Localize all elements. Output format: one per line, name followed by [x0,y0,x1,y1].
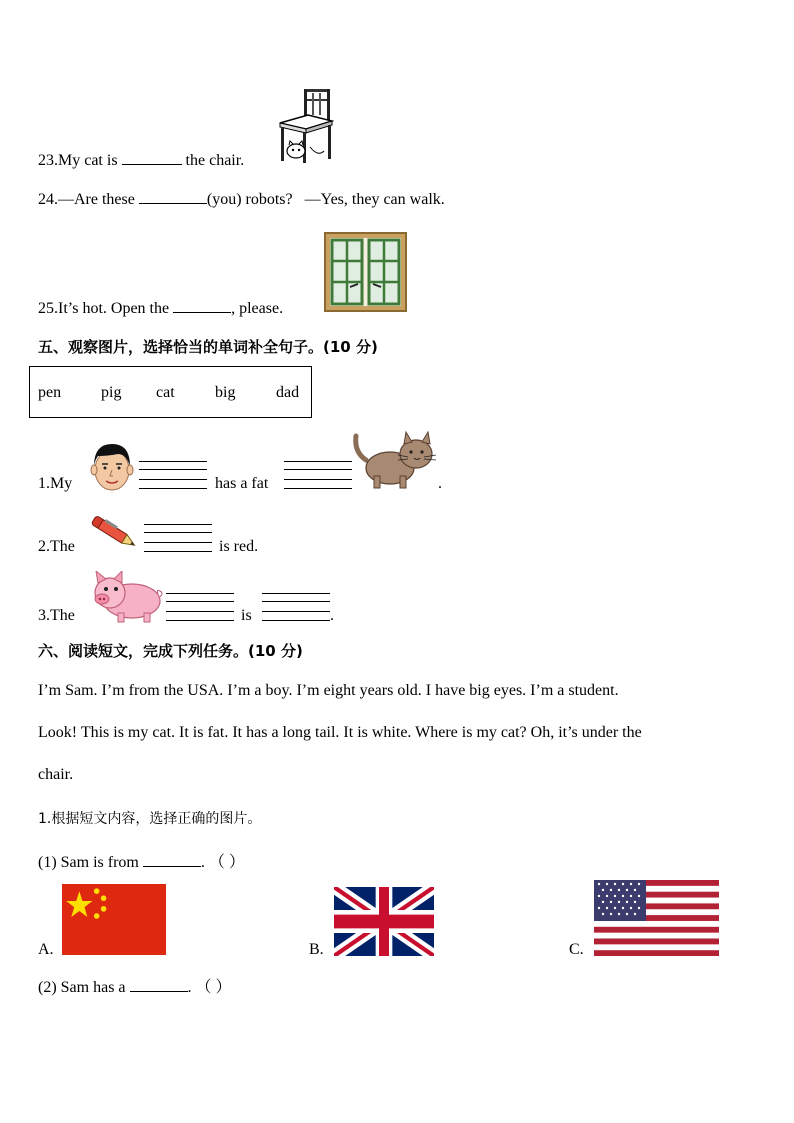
option-b-label: B. [309,941,324,958]
pig-image [90,571,164,625]
question-24 [38,191,445,209]
q2-prefix: (2) Sam has a [38,979,130,996]
answer-blank[interactable] [130,991,188,992]
uk-flag-image[interactable] [334,887,434,956]
china-flag-image[interactable] [62,884,166,955]
sentence-1-label: 1.My [38,475,73,492]
answer-blank[interactable] [173,312,231,313]
cat-image [352,430,438,492]
q24-hint: (you) robots? [206,191,293,208]
question-25 [38,300,283,318]
word-bank-item: cat [156,384,175,401]
question-2 [38,974,232,997]
word-bank-item: big [215,384,236,401]
section-6-title: 六、阅读短文，完成下列任务。(10 分) [38,642,303,660]
sentence-3-label: 3.The [38,607,75,624]
q25-prefix: 25.It’s hot. Open the [38,300,174,317]
passage-line-1: I’m Sam. I’m from the USA. I’m a boy. I’m eight years old. I have big eyes. I’m a student. [38,682,619,699]
four-line-blank[interactable] [284,461,352,489]
option-a-label: A. [38,941,54,958]
sentence-1-end: . [438,475,442,492]
window-image [324,232,407,312]
task-1-instruction: 1.根据短文内容，选择正确的图片。 [38,811,262,827]
question-1 [38,849,245,872]
chair-with-cat-image [278,87,334,165]
sentence-3-middle: is [241,607,252,624]
word-bank-item: pig [101,384,122,401]
answer-blank[interactable] [122,164,182,165]
q23-suffix: the chair. [181,152,245,169]
sentence-3-end: . [330,607,334,624]
four-line-blank[interactable] [262,593,330,621]
q2-suffix: . （ ） [187,979,232,996]
passage-line-3: chair. [38,766,74,783]
four-line-blank[interactable] [144,524,212,552]
sentence-2-label: 2.The [38,538,75,555]
dad-face-image [88,440,136,494]
sentence-2-end: is red. [219,538,259,555]
q1-prefix: (1) Sam is from [38,854,143,871]
question-23 [38,152,244,170]
usa-flag-image[interactable] [594,880,719,956]
word-bank-item: pen [38,384,62,401]
pen-image [88,512,142,554]
word-bank [29,366,312,418]
q24-prefix: 24.—Are these [38,191,139,208]
q25-suffix: , please. [231,300,284,317]
sentence-1-middle: has a fat [215,475,269,492]
answer-blank[interactable] [143,866,201,867]
q24-answer: —Yes, they can walk. [304,191,445,208]
answer-blank[interactable] [139,203,207,204]
four-line-blank[interactable] [139,461,207,489]
section-5-title: 五、观察图片，选择恰当的单词补全句子。(10 分) [38,338,378,356]
q23-prefix: 23.My cat is [38,152,122,169]
four-line-blank[interactable] [166,593,234,621]
passage-line-2: Look! This is my cat. It is fat. It has a long tail. It is white. Where is my cat? Oh, it’s under the [38,724,642,741]
q1-suffix: . （ ） [200,854,245,871]
word-bank-item: dad [276,384,300,401]
option-c-label: C. [569,941,584,958]
